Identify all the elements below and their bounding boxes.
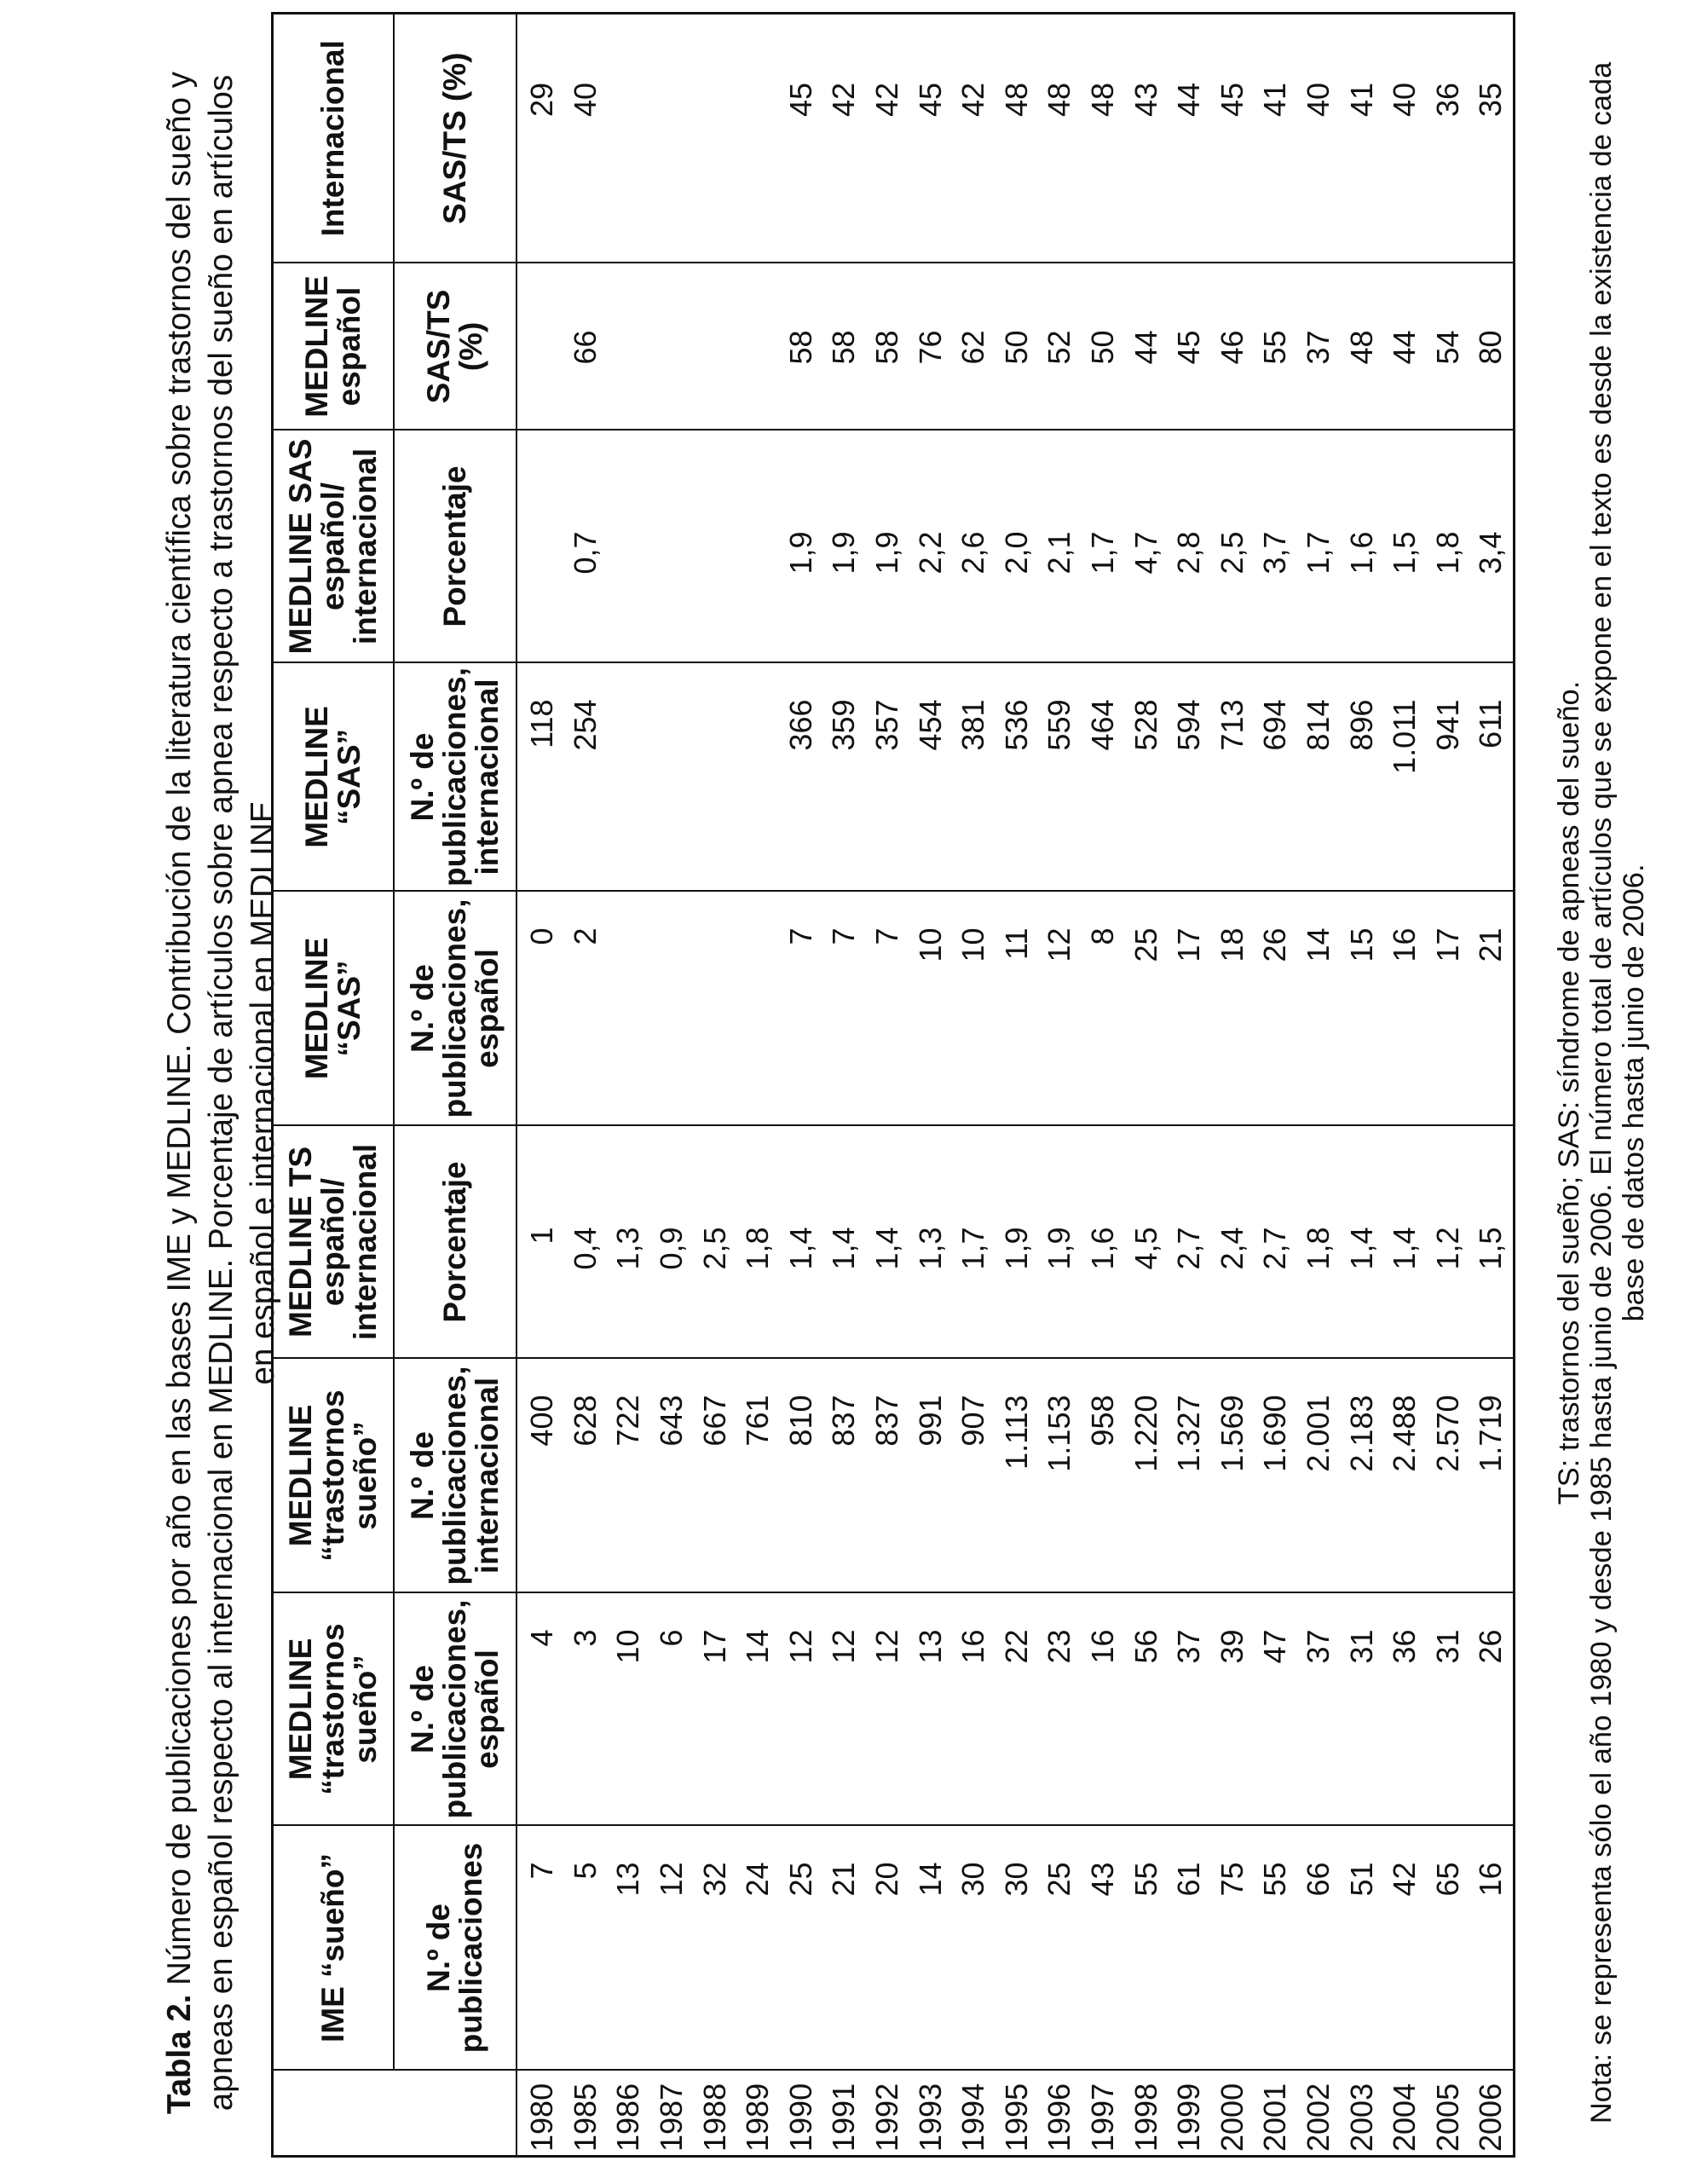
cell-sas-pct: 2,6 xyxy=(952,430,995,663)
cell-sas-pct: 2,2 xyxy=(909,430,952,663)
group-header: MEDLINE “SAS” xyxy=(273,892,395,1126)
cell-ts-int: 958 xyxy=(1082,1359,1125,1593)
cell-es-ratio: 55 xyxy=(1254,263,1297,430)
cell-sas-pct: 4,7 xyxy=(1124,430,1168,663)
cell-ts-es: 31 xyxy=(1426,1593,1469,1826)
table-row xyxy=(1082,14,1125,2157)
cell-es-ratio xyxy=(650,263,694,430)
cell-sas-pct: 2,0 xyxy=(995,430,1039,663)
cell-ts-es: 47 xyxy=(1254,1593,1297,1826)
cell-ime: 32 xyxy=(693,1826,736,2071)
cell-ts-es: 6 xyxy=(650,1593,694,1826)
cell-ts-pct: 1,7 xyxy=(952,1126,995,1359)
cell-sas-es: 0 xyxy=(516,892,564,1126)
table-row xyxy=(1297,14,1341,2157)
cell-ime: 13 xyxy=(607,1826,650,2071)
cell-ime: 30 xyxy=(952,1826,995,2071)
cell-sas-es: 7 xyxy=(780,892,823,1126)
cell-ime: 5 xyxy=(564,1826,608,2071)
table-footnotes xyxy=(1553,53,1650,2133)
group-header: MEDLINE SAS español/ internacional xyxy=(273,430,395,663)
cell-sas-es xyxy=(736,892,780,1126)
header-row-measures xyxy=(394,14,516,2157)
table-body xyxy=(516,14,1514,2157)
cell-year: 1990 xyxy=(780,2071,823,2157)
cell-ime: 25 xyxy=(1038,1826,1082,2071)
cell-ime: 55 xyxy=(1124,1826,1168,2071)
table-row xyxy=(1211,14,1255,2157)
table-row xyxy=(1383,14,1427,2157)
cell-ts-es: 26 xyxy=(1469,1593,1514,1826)
table-row xyxy=(1426,14,1469,2157)
cell-sas-es: 12 xyxy=(1038,892,1082,1126)
table-row xyxy=(736,14,780,2157)
cell-sas-int xyxy=(693,663,736,892)
cell-year: 1995 xyxy=(995,2071,1039,2157)
cell-sas-pct: 3,7 xyxy=(1254,430,1297,663)
cell-ts-int: 2.570 xyxy=(1426,1359,1469,1593)
cell-sas-int: 381 xyxy=(952,663,995,892)
coverage-note: Nota: se representa sólo el año 1980 y desde 1985 hasta junio de 2006. El número total de artículos que se expone en el texto es desde la existencia de cada base de datos hasta junio de 2006. xyxy=(1585,61,1650,2124)
cell-ts-int: 907 xyxy=(952,1359,995,1593)
cell-sas-pct xyxy=(693,430,736,663)
cell-sas-es: 10 xyxy=(952,892,995,1126)
cell-int-ratio xyxy=(736,14,780,263)
cell-sas-es xyxy=(693,892,736,1126)
cell-ts-es: 22 xyxy=(995,1593,1039,1826)
cell-sas-pct: 1,9 xyxy=(866,430,909,663)
cell-ts-int: 2.183 xyxy=(1340,1359,1383,1593)
cell-ts-es: 13 xyxy=(909,1593,952,1826)
cell-sas-int: 359 xyxy=(822,663,866,892)
cell-es-ratio: 58 xyxy=(866,263,909,430)
cell-sas-int xyxy=(607,663,650,892)
cell-sas-es: 15 xyxy=(1340,892,1383,1126)
cell-ime: 61 xyxy=(1168,1826,1211,2071)
cell-int-ratio: 35 xyxy=(1469,14,1514,263)
cell-year: 2004 xyxy=(1383,2071,1427,2157)
cell-ts-int: 667 xyxy=(693,1359,736,1593)
publications-table xyxy=(271,12,1515,2158)
cell-sas-int: 118 xyxy=(516,663,564,892)
cell-es-ratio: 45 xyxy=(1168,263,1211,430)
cell-sas-pct: 1,7 xyxy=(1082,430,1125,663)
cell-sas-pct: 0,7 xyxy=(564,430,608,663)
cell-es-ratio: 76 xyxy=(909,263,952,430)
cell-ts-es: 56 xyxy=(1124,1593,1168,1826)
cell-es-ratio: 80 xyxy=(1469,263,1514,430)
cell-ime: 66 xyxy=(1297,1826,1341,2071)
cell-ts-es: 10 xyxy=(607,1593,650,1826)
table-row xyxy=(1340,14,1383,2157)
cell-year: 1988 xyxy=(693,2071,736,2157)
cell-ts-pct: 1,6 xyxy=(1082,1126,1125,1359)
cell-ts-pct: 2,7 xyxy=(1254,1126,1297,1359)
cell-sas-es: 14 xyxy=(1297,892,1341,1126)
cell-sas-int: 896 xyxy=(1340,663,1383,892)
cell-ts-int: 1.569 xyxy=(1211,1359,1255,1593)
cell-es-ratio xyxy=(607,263,650,430)
cell-sas-int xyxy=(736,663,780,892)
cell-ime: 75 xyxy=(1211,1826,1255,2071)
table-row xyxy=(952,14,995,2157)
cell-sas-es: 2 xyxy=(564,892,608,1126)
cell-sas-es: 7 xyxy=(822,892,866,1126)
cell-sas-int: 594 xyxy=(1168,663,1211,892)
cell-sas-pct: 2,1 xyxy=(1038,430,1082,663)
cell-ime: 65 xyxy=(1426,1826,1469,2071)
cell-int-ratio: 48 xyxy=(995,14,1039,263)
column-header: SAS/TS (%) xyxy=(394,263,516,430)
cell-es-ratio xyxy=(736,263,780,430)
cell-es-ratio: 44 xyxy=(1383,263,1427,430)
cell-sas-es: 17 xyxy=(1168,892,1211,1126)
cell-ts-pct: 1,4 xyxy=(1340,1126,1383,1359)
cell-ts-int: 1.153 xyxy=(1038,1359,1082,1593)
cell-year: 1991 xyxy=(822,2071,866,2157)
table-row xyxy=(516,14,564,2157)
table-row xyxy=(693,14,736,2157)
cell-sas-es xyxy=(650,892,694,1126)
cell-ts-es: 12 xyxy=(822,1593,866,1826)
cell-ts-pct: 0,9 xyxy=(650,1126,694,1359)
cell-ime: 21 xyxy=(822,1826,866,2071)
cell-ts-pct: 1,8 xyxy=(1297,1126,1341,1359)
cell-sas-es: 11 xyxy=(995,892,1039,1126)
cell-es-ratio: 50 xyxy=(995,263,1039,430)
column-header: N.º de publicaciones, español xyxy=(394,892,516,1126)
cell-ts-pct: 1,2 xyxy=(1426,1126,1469,1359)
cell-sas-pct xyxy=(650,430,694,663)
cell-es-ratio: 54 xyxy=(1426,263,1469,430)
cell-ts-pct: 2,4 xyxy=(1211,1126,1255,1359)
cell-ts-int: 1.719 xyxy=(1469,1359,1514,1593)
cell-sas-pct xyxy=(607,430,650,663)
cell-ime: 16 xyxy=(1469,1826,1514,2071)
cell-es-ratio: 58 xyxy=(822,263,866,430)
cell-int-ratio: 43 xyxy=(1124,14,1168,263)
cell-int-ratio: 42 xyxy=(822,14,866,263)
cell-year: 1993 xyxy=(909,2071,952,2157)
cell-sas-pct xyxy=(516,430,564,663)
cell-sas-pct: 1,9 xyxy=(780,430,823,663)
cell-ts-int: 1.113 xyxy=(995,1359,1039,1593)
cell-ts-es: 4 xyxy=(516,1593,564,1826)
cell-ts-es: 37 xyxy=(1297,1593,1341,1826)
cell-ts-es: 36 xyxy=(1383,1593,1427,1826)
cell-ime: 20 xyxy=(866,1826,909,2071)
cell-sas-es: 16 xyxy=(1383,892,1427,1126)
cell-es-ratio xyxy=(516,263,564,430)
cell-ts-pct: 1,9 xyxy=(1038,1126,1082,1359)
cell-year: 1997 xyxy=(1082,2071,1125,2157)
cell-year: 1996 xyxy=(1038,2071,1082,2157)
cell-year: 1992 xyxy=(866,2071,909,2157)
cell-ts-int: 2.488 xyxy=(1383,1359,1427,1593)
cell-year: 2003 xyxy=(1340,2071,1383,2157)
cell-ts-pct: 1,9 xyxy=(995,1126,1039,1359)
column-header: N.º de publicaciones, internacional xyxy=(394,663,516,892)
cell-year: 1986 xyxy=(607,2071,650,2157)
cell-ime: 42 xyxy=(1383,1826,1427,2071)
cell-ime: 43 xyxy=(1082,1826,1125,2071)
cell-ts-es: 17 xyxy=(693,1593,736,1826)
cell-ts-int: 991 xyxy=(909,1359,952,1593)
cell-es-ratio: 50 xyxy=(1082,263,1125,430)
cell-year: 2006 xyxy=(1469,2071,1514,2157)
cell-int-ratio: 48 xyxy=(1082,14,1125,263)
table-row xyxy=(822,14,866,2157)
table-row xyxy=(780,14,823,2157)
cell-sas-int: 694 xyxy=(1254,663,1297,892)
cell-sas-pct: 1,5 xyxy=(1383,430,1427,663)
cell-sas-pct: 2,8 xyxy=(1168,430,1211,663)
abbreviations-note: TS: trastornos del sueño; SAS: síndrome de apneas del sueño. xyxy=(1553,680,1585,1505)
cell-ts-pct: 1 xyxy=(516,1126,564,1359)
group-header: MEDLINE “trastornos sueño” xyxy=(273,1593,395,1826)
cell-sas-int: 559 xyxy=(1038,663,1082,892)
cell-ime: 12 xyxy=(650,1826,694,2071)
cell-ts-pct: 1,4 xyxy=(866,1126,909,1359)
header-row-groups xyxy=(273,14,395,2157)
table-row xyxy=(650,14,694,2157)
cell-year: 1999 xyxy=(1168,2071,1211,2157)
table-row xyxy=(995,14,1039,2157)
group-header: MEDLINE TS español/ internacional xyxy=(273,1126,395,1359)
cell-sas-int: 536 xyxy=(995,663,1039,892)
cell-sas-int: 357 xyxy=(866,663,909,892)
cell-sas-int: 814 xyxy=(1297,663,1341,892)
cell-ts-es: 39 xyxy=(1211,1593,1255,1826)
cell-int-ratio: 45 xyxy=(1211,14,1255,263)
cell-es-ratio: 58 xyxy=(780,263,823,430)
cell-int-ratio: 45 xyxy=(780,14,823,263)
cell-int-ratio: 45 xyxy=(909,14,952,263)
cell-sas-pct: 3,4 xyxy=(1469,430,1514,663)
cell-sas-es: 25 xyxy=(1124,892,1168,1126)
column-header: N.º de publicaciones, español xyxy=(394,1593,516,1826)
cell-sas-pct: 1,8 xyxy=(1426,430,1469,663)
cell-int-ratio: 41 xyxy=(1254,14,1297,263)
cell-ts-int: 722 xyxy=(607,1359,650,1593)
cell-year: 2005 xyxy=(1426,2071,1469,2157)
cell-int-ratio xyxy=(650,14,694,263)
cell-ts-es: 31 xyxy=(1340,1593,1383,1826)
cell-sas-pct xyxy=(736,430,780,663)
cell-ts-es: 16 xyxy=(952,1593,995,1826)
cell-ts-int: 2.001 xyxy=(1297,1359,1341,1593)
cell-es-ratio xyxy=(693,263,736,430)
column-header: N.º de publicaciones xyxy=(394,1826,516,2071)
group-header: MEDLINE “trastornos sueño” xyxy=(273,1359,395,1593)
cell-int-ratio: 41 xyxy=(1340,14,1383,263)
column-header: Porcentaje xyxy=(394,1126,516,1359)
cell-ime: 14 xyxy=(909,1826,952,2071)
cell-es-ratio: 66 xyxy=(564,263,608,430)
cell-year: 1994 xyxy=(952,2071,995,2157)
cell-ts-int: 810 xyxy=(780,1359,823,1593)
group-header: IME “sueño” xyxy=(273,1826,395,2071)
group-header: MEDLINE español xyxy=(273,263,395,430)
cell-sas-int: 464 xyxy=(1082,663,1125,892)
cell-sas-int: 366 xyxy=(780,663,823,892)
cell-ts-es: 37 xyxy=(1168,1593,1211,1826)
cell-int-ratio: 42 xyxy=(952,14,995,263)
cell-ts-int: 761 xyxy=(736,1359,780,1593)
cell-ts-int: 643 xyxy=(650,1359,694,1593)
cell-ime: 51 xyxy=(1340,1826,1383,2071)
cell-sas-es: 10 xyxy=(909,892,952,1126)
cell-ts-pct: 1,3 xyxy=(909,1126,952,1359)
table-row xyxy=(1254,14,1297,2157)
cell-ts-pct: 1,3 xyxy=(607,1126,650,1359)
cell-sas-int: 528 xyxy=(1124,663,1168,892)
column-header: N.º de publicaciones, internacional xyxy=(394,1359,516,1593)
cell-sas-es: 7 xyxy=(866,892,909,1126)
cell-ts-es: 16 xyxy=(1082,1593,1125,1826)
cell-sas-es: 26 xyxy=(1254,892,1297,1126)
table-row xyxy=(866,14,909,2157)
cell-int-ratio: 40 xyxy=(564,14,608,263)
cell-ts-pct: 1,5 xyxy=(1469,1126,1514,1359)
cell-sas-pct: 1,6 xyxy=(1340,430,1383,663)
cell-sas-es: 21 xyxy=(1469,892,1514,1126)
group-header: MEDLINE “SAS” xyxy=(273,663,395,892)
group-header: Internacional xyxy=(273,14,395,263)
cell-year: 1985 xyxy=(564,2071,608,2157)
cell-ts-es: 3 xyxy=(564,1593,608,1826)
cell-int-ratio: 36 xyxy=(1426,14,1469,263)
table-row xyxy=(1038,14,1082,2157)
table-caption-text: Número de publicaciones por año en las bases IME y MEDLINE. Contribución de la literatura científica sobre trastornos del sueño y apneas en español respecto al internacional en MEDLINE. Porcentaje de artículos sobre apnea respecto a trastornos del sueño en artículos en español e internacional en MEDLINE xyxy=(161,71,281,2112)
cell-sas-int: 941 xyxy=(1426,663,1469,892)
cell-year: 1989 xyxy=(736,2071,780,2157)
cell-sas-int: 713 xyxy=(1211,663,1255,892)
cell-int-ratio: 44 xyxy=(1168,14,1211,263)
cell-ts-int: 1.327 xyxy=(1168,1359,1211,1593)
cell-int-ratio xyxy=(693,14,736,263)
column-header: SAS/TS (%) xyxy=(394,14,516,263)
cell-ts-int: 1.690 xyxy=(1254,1359,1297,1593)
cell-es-ratio: 44 xyxy=(1124,263,1168,430)
cell-ime: 25 xyxy=(780,1826,823,2071)
cell-es-ratio: 46 xyxy=(1211,263,1255,430)
cell-ts-int: 1.220 xyxy=(1124,1359,1168,1593)
cell-sas-es: 18 xyxy=(1211,892,1255,1126)
cell-sas-es: 17 xyxy=(1426,892,1469,1126)
cell-ime: 55 xyxy=(1254,1826,1297,2071)
table-row xyxy=(1469,14,1514,2157)
cell-ime: 24 xyxy=(736,1826,780,2071)
cell-ts-pct: 1,4 xyxy=(780,1126,823,1359)
cell-sas-es: 8 xyxy=(1082,892,1125,1126)
cell-int-ratio: 40 xyxy=(1297,14,1341,263)
cell-int-ratio: 48 xyxy=(1038,14,1082,263)
cell-year: 1980 xyxy=(516,2071,564,2157)
cell-ts-pct: 2,7 xyxy=(1168,1126,1211,1359)
cell-ime: 7 xyxy=(516,1826,564,2071)
cell-int-ratio: 42 xyxy=(866,14,909,263)
cell-ts-int: 400 xyxy=(516,1359,564,1593)
cell-sas-int: 454 xyxy=(909,663,952,892)
cell-year: 2001 xyxy=(1254,2071,1297,2157)
cell-ime: 30 xyxy=(995,1826,1039,2071)
cell-ts-pct: 4,5 xyxy=(1124,1126,1168,1359)
table-row xyxy=(607,14,650,2157)
cell-sas-es xyxy=(607,892,650,1126)
cell-ts-pct: 1,4 xyxy=(822,1126,866,1359)
cell-es-ratio: 62 xyxy=(952,263,995,430)
cell-year: 1998 xyxy=(1124,2071,1168,2157)
column-header: Porcentaje xyxy=(394,430,516,663)
cell-ts-pct: 0,4 xyxy=(564,1126,608,1359)
table-caption xyxy=(159,53,284,2133)
cell-es-ratio: 52 xyxy=(1038,263,1082,430)
cell-ts-es: 12 xyxy=(780,1593,823,1826)
cell-ts-es: 12 xyxy=(866,1593,909,1826)
cell-int-ratio: 40 xyxy=(1383,14,1427,263)
cell-ts-pct: 1,4 xyxy=(1383,1126,1427,1359)
cell-ts-es: 14 xyxy=(736,1593,780,1826)
cell-ts-pct: 2,5 xyxy=(693,1126,736,1359)
cell-es-ratio: 37 xyxy=(1297,263,1341,430)
table-row xyxy=(564,14,608,2157)
table-row xyxy=(909,14,952,2157)
table-row xyxy=(1124,14,1168,2157)
cell-sas-int: 1.011 xyxy=(1383,663,1427,892)
cell-year: 1987 xyxy=(650,2071,694,2157)
cell-es-ratio: 48 xyxy=(1340,263,1383,430)
cell-int-ratio xyxy=(607,14,650,263)
table-caption-label: Tabla 2. xyxy=(161,1994,198,2115)
year-header xyxy=(273,2071,517,2157)
cell-sas-int: 611 xyxy=(1469,663,1514,892)
cell-ts-int: 837 xyxy=(866,1359,909,1593)
cell-int-ratio: 29 xyxy=(516,14,564,263)
cell-year: 2002 xyxy=(1297,2071,1341,2157)
cell-sas-int: 254 xyxy=(564,663,608,892)
cell-sas-pct: 1,7 xyxy=(1297,430,1341,663)
table-row xyxy=(1168,14,1211,2157)
cell-sas-pct: 1,9 xyxy=(822,430,866,663)
cell-ts-int: 628 xyxy=(564,1359,608,1593)
cell-sas-int xyxy=(650,663,694,892)
cell-ts-int: 837 xyxy=(822,1359,866,1593)
cell-year: 2000 xyxy=(1211,2071,1255,2157)
cell-sas-pct: 2,5 xyxy=(1211,430,1255,663)
cell-ts-es: 23 xyxy=(1038,1593,1082,1826)
cell-ts-pct: 1,8 xyxy=(736,1126,780,1359)
